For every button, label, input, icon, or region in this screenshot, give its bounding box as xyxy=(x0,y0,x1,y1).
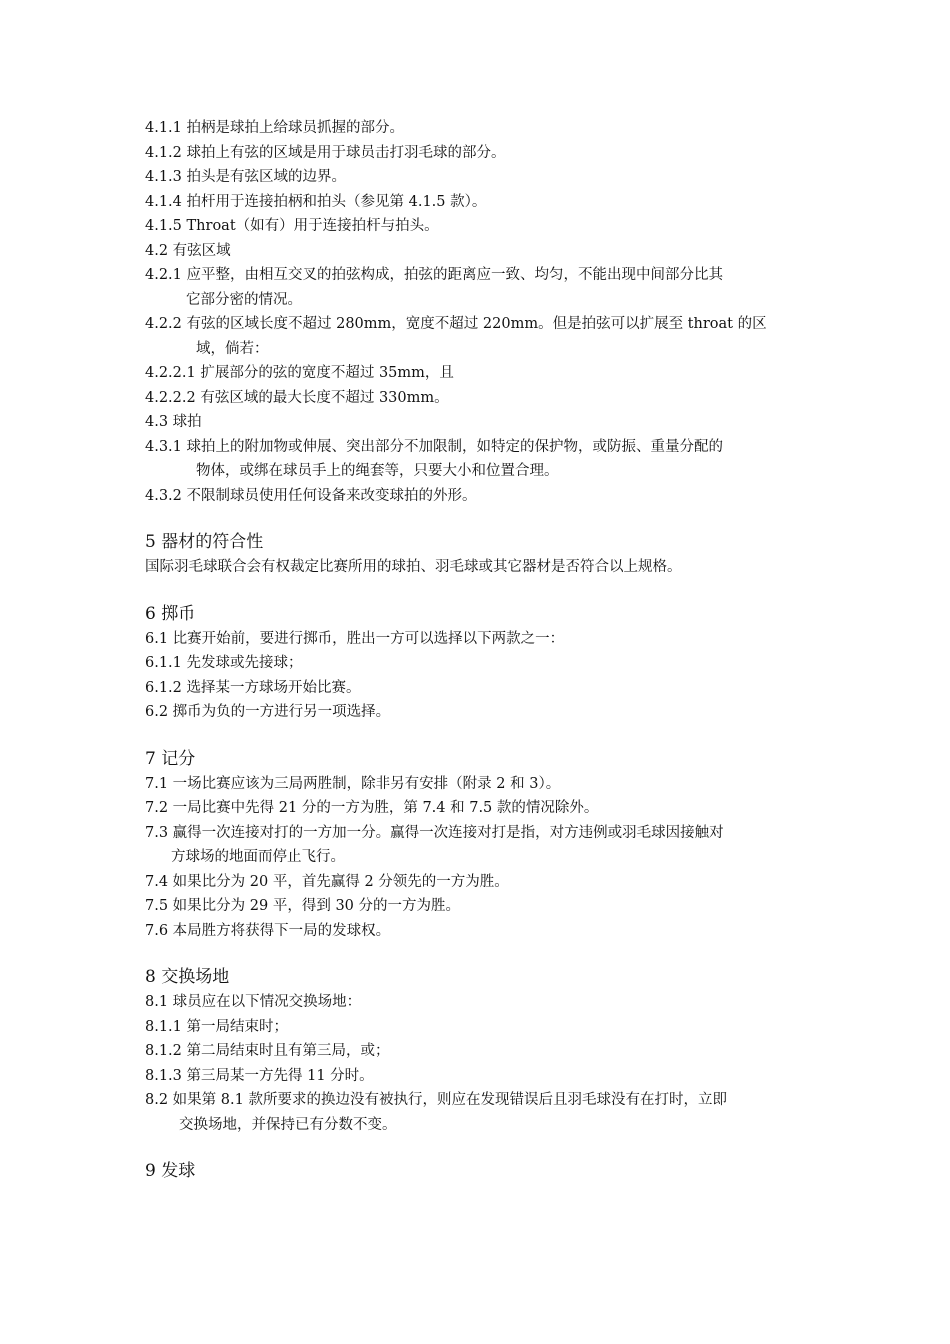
section-heading: 9 发球 xyxy=(145,1161,196,1181)
clause-line: 4.1.1 拍柄是球拍上给球员抓握的部分。 xyxy=(145,120,405,136)
clause-line: 8.1.1 第一局结束时； xyxy=(145,1018,289,1035)
clause-line: 4.2 有弦区域 xyxy=(145,242,231,259)
clause-line: 4.2.1 应平整，由相互交叉的拍弦构成，拍弦的距离应一致、均匀，不能出现中间部分比其 xyxy=(145,267,723,283)
paragraph-continuation: 方球场的地面而停止飞行。 xyxy=(171,849,345,865)
clause-line: 4.2.2 有弦的区域长度不超过 280mm，宽度不超过 220mm。但是拍弦可以扩展至 throat 的区 xyxy=(145,316,767,332)
clause-line: 4.1.3 拍头是有弦区域的边界。 xyxy=(145,169,347,185)
document-body xyxy=(145,116,815,1184)
clause-line: 4.3.1 球拍上的附加物或伸展、突出部分不加限制，如特定的保护物，或防振、重量分配的 xyxy=(145,438,723,455)
clause-line: 国际羽毛球联合会有权裁定比赛所用的球拍、羽毛球或其它器材是否符合以上规格。 xyxy=(145,559,682,575)
section-heading: 6 掷币 xyxy=(145,603,196,624)
clause-line: 8.1.2 第二局结束时且有第三局，或； xyxy=(145,1043,390,1059)
clause-line: 8.1 球员应在以下情况交换场地： xyxy=(145,994,362,1010)
clause-line: 7.1 一场比赛应该为三局两胜制，除非另有安排（附录 2 和 3）。 xyxy=(145,775,561,792)
clause-line: 4.3.2 不限制球员使用任何设备来改变球拍的外形。 xyxy=(145,487,477,504)
clause-line: 6.1.2 选择某一方球场开始比赛。 xyxy=(145,679,361,696)
clause-line: 4.2.2.2 有弦区域的最大长度不超过 330mm。 xyxy=(145,389,449,406)
clause-line: 7.5 如果比分为 29 平，得到 30 分的一方为胜。 xyxy=(145,898,461,914)
clause-line: 7.4 如果比分为 20 平，首先赢得 2 分领先的一方为胜。 xyxy=(145,873,509,890)
clause-line: 6.1.1 先发球或先接球； xyxy=(145,655,303,671)
clause-line: 4.1.5 Throat（如有）用于连接拍杆与拍头。 xyxy=(145,218,439,234)
paragraph-continuation: 交换场地，并保持已有分数不变。 xyxy=(179,1116,397,1133)
clause-line: 4.1.4 拍杆用于连接拍柄和拍头（参见第 4.1.5 款）。 xyxy=(145,193,487,210)
clause-line: 7.6 本局胜方将获得下一局的发球权。 xyxy=(145,922,391,939)
clause-line: 7.2 一局比赛中先得 21 分的一方为胜，第 7.4 和 7.5 款的情况除外。 xyxy=(145,800,599,816)
section-heading: 7 记分 xyxy=(145,748,196,769)
clause-line: 4.2.2.1 扩展部分的弦的宽度不超过 35mm，且 xyxy=(145,365,454,381)
section-heading: 5 器材的符合性 xyxy=(145,532,264,552)
clause-line: 6.1 比赛开始前，要进行掷币，胜出一方可以选择以下两款之一： xyxy=(145,630,565,647)
clause-line: 4.1.2 球拍上有弦的区域是用于球员击打羽毛球的部分。 xyxy=(145,144,506,161)
paragraph-continuation: 它部分密的情况。 xyxy=(186,291,302,308)
clause-line: 8.1.3 第三局某一方先得 11 分时。 xyxy=(145,1067,374,1084)
clause-line: 4.3 球拍 xyxy=(145,414,202,430)
clause-line: 6.2 掷币为负的一方进行另一项选择。 xyxy=(145,704,391,720)
paragraph-continuation: 物体，或绑在球员手上的绳套等，只要大小和位置合理。 xyxy=(196,463,559,479)
paragraph-continuation: 域，倘若： xyxy=(196,340,269,357)
section-heading: 8 交换场地 xyxy=(145,967,230,987)
clause-line: 8.2 如果第 8.1 款所要求的换边没有被执行，则应在发现错误后且羽毛球没有在打时，立即 xyxy=(145,1092,727,1108)
clause-line: 7.3 赢得一次连接对打的一方加一分。赢得一次连接对打是指，对方违例或羽毛球因接触对 xyxy=(145,824,724,841)
